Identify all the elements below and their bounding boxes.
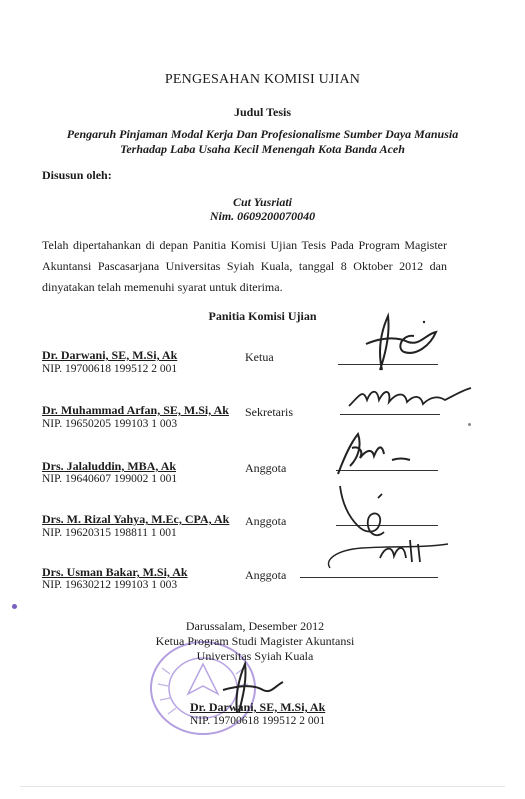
committee-heading: Panitia Komisi Ujian (208, 309, 317, 323)
scan-artifact (12, 604, 17, 609)
committee-member-nip: NIP. 19630212 199103 1 003 (42, 579, 178, 591)
committee-member-role: Anggota (245, 568, 287, 582)
signature-ketua (330, 312, 450, 372)
committee-member-nip: NIP. 19700618 199512 2 001 (42, 363, 178, 375)
signature-anggota-1 (328, 428, 428, 478)
committee-member-role: Anggota (245, 461, 287, 475)
committee-member-role: Ketua (245, 350, 274, 364)
author-nim: Nim. 0609200070040 (209, 209, 316, 223)
thesis-title (0, 127, 525, 157)
committee-member-role: Sekretaris (245, 405, 293, 419)
committee-member-name: Dr. Muhammad Arfan, SE, M.Si, Ak (42, 403, 229, 417)
page-title: PENGESAHAN KOMISI UJIAN (164, 72, 361, 87)
committee-member-nip: NIP. 19650205 199103 1 003 (42, 418, 178, 430)
committee-member-name: Dr. Darwani, SE, M.Si, Ak (42, 348, 178, 362)
author-block (0, 195, 525, 223)
approval-statement: Telah dipertahankan di depan Panitia Komisi Ujian Tesis Pada Program Magister Akuntansi Pascasarjana Universitas Syiah Kuala, tanggal 8 Oktober 2012 dan dinyatakan telah memenuhi syarat untuk diterima. (42, 238, 447, 294)
thesis-title-line-1: Pengaruh Pinjaman Modal Kerja Dan Profesionalisme Sumber Daya Manusia (66, 127, 459, 141)
scan-edge-line (20, 786, 505, 787)
committee-member-name: Drs. Usman Bakar, M.Si, Ak (42, 565, 188, 579)
signature-anggota-2 (322, 482, 462, 582)
committee-member-nip: NIP. 19640607 199002 1 001 (42, 473, 178, 485)
signature-sekretaris (345, 378, 475, 418)
committee-member-nip: NIP. 19620315 198811 1 001 (42, 527, 177, 539)
committee-member-role: Anggota (245, 514, 287, 528)
closing-position-line-2: Universitas Syiah Kuala (196, 649, 314, 663)
prepared-by-label: Disusun oleh: (42, 168, 112, 182)
committee-member-name: Drs. Jalaluddin, MBA, Ak (42, 459, 177, 473)
thesis-title-line-2: Terhadap Laba Usaha Kecil Menengah Kota Banda Aceh (120, 142, 405, 156)
signer-name: Dr. Darwani, SE, M.Si, Ak (190, 700, 326, 714)
scan-artifact (468, 423, 471, 426)
author-name: Cut Yusriati (232, 195, 293, 209)
signer-nip: NIP. 19700618 199512 2 001 (190, 715, 326, 727)
closing-position-line-1: Ketua Program Studi Magister Akuntansi (155, 634, 355, 648)
committee-member-name: Drs. M. Rizal Yahya, M.Ec, CPA, Ak (42, 512, 230, 526)
thesis-title-label: Judul Tesis (233, 105, 292, 119)
closing-place-date: Darussalam, Desember 2012 (185, 619, 325, 633)
